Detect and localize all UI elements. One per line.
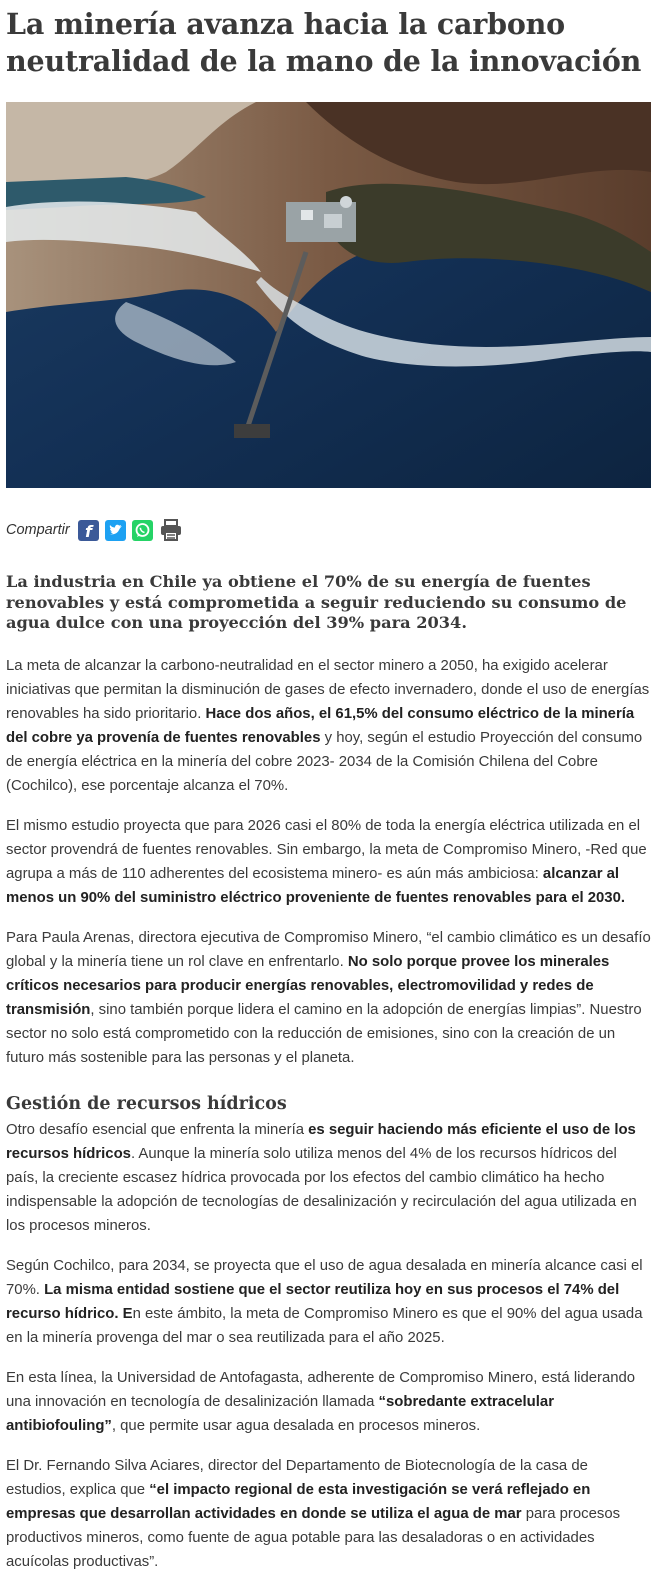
text: El mismo estudio proyecta que para 2026 casi el 80% de toda la energía eléctrica utilizada en el sector provendrá de fuentes renovables. Sin embargo, la meta de Compromiso Minero, -Red que agrupa a más de 110 adherentes del ecosistema minero- es aún más ambiciosa: — [6, 817, 647, 882]
article-lead: La industria en Chile ya obtiene el 70% de su energía de fuentes renovables y está comprometida a seguir reduciendo su consumo de agua dulce con una proyección del 39% para 2034. — [6, 572, 627, 632]
text: , que permite usar agua desalada en procesos mineros. — [111, 1417, 481, 1434]
text: Según Cochilco, para 2034, se proyecta que el uso de agua desalada en minería alcance casi el 70%. — [6, 1257, 643, 1298]
text: y hoy, según el estudio Proyección del consumo de energía eléctrica en la minería del cobre 2023- 2034 de la Comisión Chilena del Cobre (Cochilco), ese porcentaje alcanza el 70%. — [6, 729, 643, 794]
share-label: Compartir — [6, 522, 70, 538]
print-icon[interactable] — [159, 518, 183, 542]
whatsapp-icon[interactable] — [132, 520, 153, 541]
paragraph-5 — [6, 1254, 651, 1350]
paragraph-6 — [6, 1366, 651, 1438]
share-bar — [6, 516, 651, 544]
paragraph-1 — [6, 654, 651, 798]
bold-text: La misma entidad sostiene que el sector reutiliza hoy en sus procesos el 74% del recurso hídrico. E — [6, 1281, 620, 1322]
paragraph-3 — [6, 926, 651, 1070]
text: El Dr. Fernando Silva Aciares, director del Departamento de Biotecnología de la casa de estudios, explica que — [6, 1457, 588, 1498]
section-heading: Gestión de recursos hídricos — [6, 1093, 287, 1114]
facebook-icon[interactable] — [78, 520, 99, 541]
twitter-icon[interactable] — [105, 520, 126, 541]
hero-image-aerial-desalination-plant — [6, 102, 651, 488]
text: . Aunque la minería solo utiliza menos del 4% de los recursos hídricos del país, la creciente escasez hídrica provocada por los efectos del cambio climático ha hecho indispensable la adopción de tecnologías de desalinización y recirculación del agua utilizada en los procesos mineros. — [6, 1145, 637, 1234]
paragraph-7 — [6, 1454, 651, 1574]
text: La meta de alcanzar la carbono-neutralidad en el sector minero a 2050, ha exigido acelerar iniciativas que permitan la disminución de gases de efecto invernadero, donde el uso de energías renovables ha sido prioritario. — [6, 657, 650, 722]
text: , sino también porque lidera el camino en la adopción de energías limpias”. Nuestro sector no solo está comprometido con la reducción de emisiones, sino con la creación de un futuro más sostenible para las personas y el planeta. — [6, 1001, 642, 1066]
text: n este ámbito, la meta de Compromiso Minero es que el 90% del agua usada en la minería provenga del mar o sea reutilizada para el año 2025. — [6, 1305, 643, 1346]
bold-text: No solo porque provee los minerales críticos necesarios para producir energías renovables, electromovilidad y redes de transmisión — [6, 953, 610, 1018]
text: Otro desafío esencial que enfrenta la minería — [6, 1121, 309, 1138]
svg-text:f: f — [84, 521, 92, 541]
text: Para Paula Arenas, directora ejecutiva de Compromiso Minero, “el cambio climático es un desafío global y la minería tiene un rol clave en enfrentarlo. — [6, 929, 651, 970]
bold-text: “sobredante extracelular antibiofouling” — [6, 1393, 554, 1434]
paragraph-4 — [6, 1118, 651, 1238]
bold-text: alcanzar al menos un 90% del suministro eléctrico proveniente de fuentes renovables para el 2030. — [6, 865, 626, 906]
article — [0, 6, 657, 1574]
text: para procesos productivos mineros, como fuente de agua potable para las desaladoras o en actividades acuícolas productivas”. — [6, 1505, 621, 1570]
article-title: La minería avanza hacia la carbono neutralidad de la mano de la innovación — [6, 7, 642, 78]
paragraph-2 — [6, 814, 651, 910]
bold-text: es seguir haciendo más eficiente el uso de los recursos hídricos — [6, 1121, 636, 1162]
text: En esta línea, la Universidad de Antofagasta, adherente de Compromiso Minero, está liderando una innovación en tecnología de desalinización llamada — [6, 1369, 636, 1410]
bold-text: “el impacto regional de esta investigación se verá reflejado en empresas que desarrollan actividades en donde se utiliza el agua de mar — [6, 1481, 591, 1522]
bold-text: Hace dos años, el 61,5% del consumo eléctrico de la minería del cobre ya provenía de fuentes renovables — [6, 705, 635, 746]
